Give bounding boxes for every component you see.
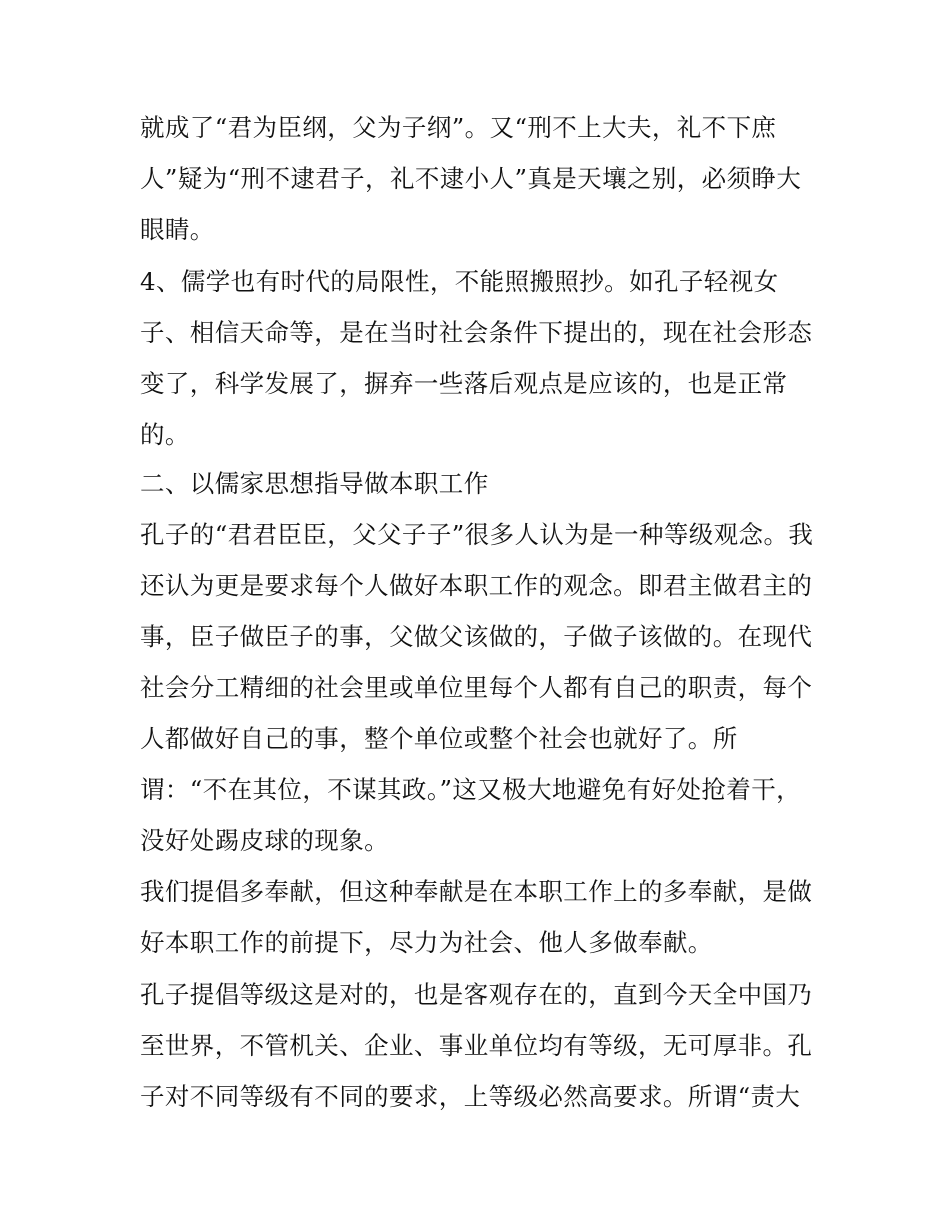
- text-line: 子、相信天命等，是在当时社会条件下提出的，现在社会形态: [140, 318, 813, 347]
- text-line: 子对不同等级有不同的要求，上等级必然高要求。所谓“责大: [140, 1082, 801, 1111]
- text-line: 没好处踢皮球的现象。: [140, 826, 389, 855]
- text-line: 人都做好自己的事，整个单位或整个社会也就好了。所: [140, 724, 738, 753]
- text-line: 还认为更是要求每个人做好本职工作的观念。即君主做君主的: [140, 571, 813, 600]
- text-line: 的。: [140, 420, 190, 449]
- text-line: 社会分工精细的社会里或单位里每个人都有自己的职责，每个: [140, 673, 813, 702]
- text-line: 谓：“不在其位，不谋其政。”这又极大地避免有好处抢着干，: [140, 775, 801, 804]
- text-line: 孔子的“君君臣臣，父父子子”很多人认为是一种等级观念。我: [140, 520, 814, 549]
- text-line: 眼睛。: [140, 215, 215, 244]
- text-line: 我们提倡多奉献，但这种奉献是在本职工作上的多奉献，是做: [140, 877, 813, 906]
- text-line: 至世界，不管机关、企业、事业单位均有等级，无可厚非。孔: [140, 1031, 813, 1060]
- text-line: 4、儒学也有时代的局限性，不能照搬照抄。如孔子轻视女: [140, 267, 779, 296]
- section-heading: 二、以儒家思想指导做本职工作: [140, 469, 489, 498]
- text-line: 变了，科学发展了，摒弃一些落后观点是应该的，也是正常: [140, 369, 788, 398]
- text-line: 人”疑为“刑不逮君子，礼不逮小人”真是天壤之别，必须睁大: [140, 164, 802, 193]
- text-line: 事，臣子做臣子的事，父做父该做的，子做子该做的。在现代: [140, 622, 813, 651]
- text-line: 就成了“君为臣纲，父为子纲”。又“刑不上大夫，礼不下庶: [140, 113, 777, 142]
- text-line: 好本职工作的前提下，尽力为社会、他人多做奉献。: [140, 928, 713, 957]
- text-line: 孔子提倡等级这是对的，也是客观存在的，直到今天全中国乃: [140, 980, 813, 1009]
